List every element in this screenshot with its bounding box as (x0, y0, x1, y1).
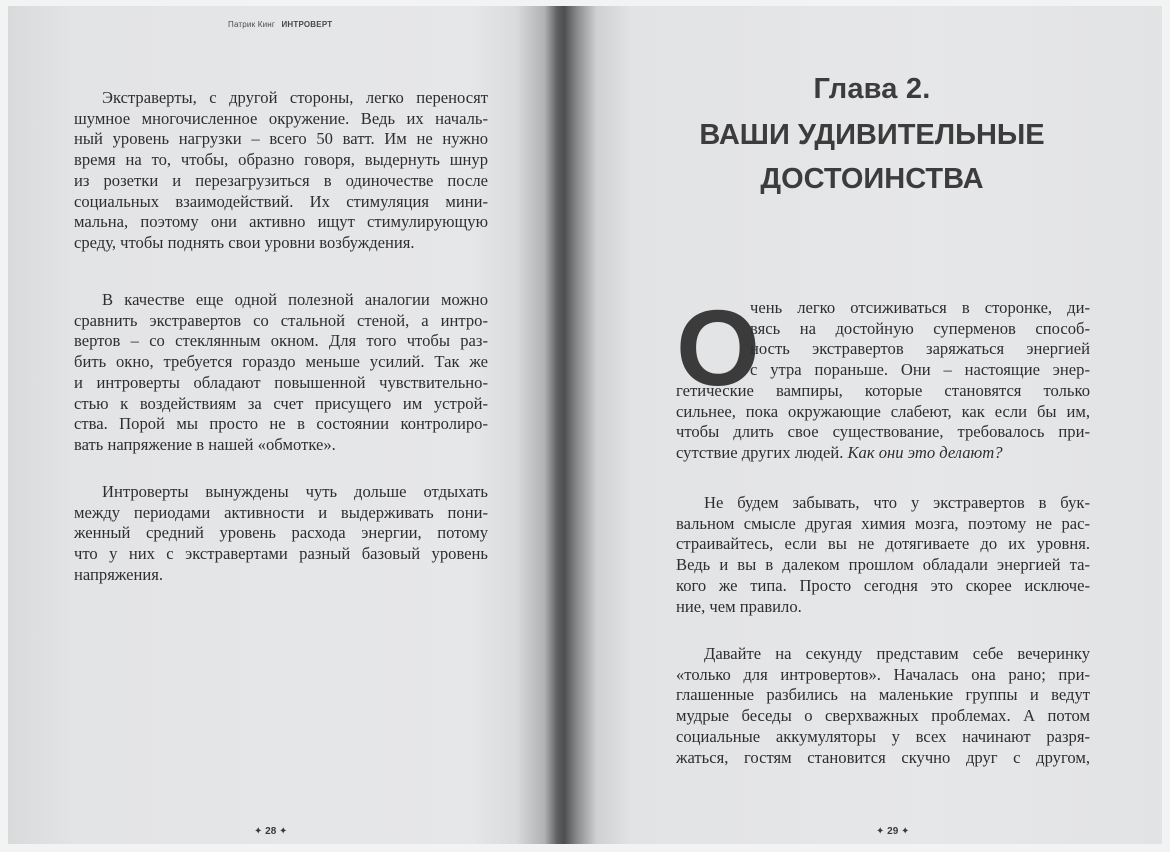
drop-cap: О (676, 287, 761, 408)
text-line: напряжения. (74, 564, 163, 584)
chapter-heading (662, 70, 1082, 201)
text-line: женный средний уровень расхода энергии, потому (74, 523, 488, 543)
text-line: ние, чем правило. (676, 596, 802, 616)
chapter-title-line-2: ДОСТОИНСТВА (760, 163, 984, 195)
text-line: вясь на достойную суперменов способ- (750, 318, 1090, 338)
text-line: сравнить экстравертов со стальной стеной, а интро- (74, 310, 488, 330)
text-line: мальна, поэтому они активно ищут стимулирующую (74, 212, 488, 232)
text-line: кого же типа. Просто сегодня это скорее исключе- (676, 575, 1090, 595)
text-line: вальном смысле другая химия мозга, поэтому не рас- (676, 513, 1090, 533)
text-line: ства. Порой мы просто не в состоянии контролиро- (74, 414, 488, 434)
text-line: из розетки и перезагрузиться в одиночестве после (74, 170, 488, 190)
running-head-author: Патрик Кинг (228, 20, 275, 29)
right-paragraph-1 (676, 298, 1090, 464)
text-line: «только для интровертов». Началась она рано; при- (676, 664, 1090, 684)
text-line: В качестве еще одной полезной аналогии можно (102, 290, 488, 309)
left-paragraph-3 (74, 482, 488, 586)
text-line: Экстраверты, с другой стороны, легко переносят (102, 88, 488, 107)
running-head (228, 20, 332, 29)
text-line: жаться, гостям становится скучно друг с другом, (676, 747, 1090, 767)
text-line: шумное многочисленное окружение. Ведь их началь- (74, 108, 488, 128)
text-line: сильнее, пока окружающие слабеют, как если бы им, (676, 401, 1090, 421)
text-line: с утра пораньше. Они – настоящие энер- (750, 360, 1090, 380)
text-line: время на то, чтобы, образно говоря, выдернуть шнур (74, 150, 488, 170)
text-line: бить окно, требуется гораздо меньше усилий. Так же (74, 352, 488, 372)
text-line: социальные аккумуляторы у всех начинают разря- (676, 726, 1090, 746)
running-head-title: ИНТРОВЕРТ (281, 20, 333, 29)
text-fragment: сутствие других людей. (676, 442, 844, 462)
text-line: между периодами активности и выдерживать пони- (74, 502, 488, 522)
right-paragraph-3 (676, 644, 1090, 768)
chapter-title-line-1: ВАШИ УДИВИТЕЛЬНЫЕ (699, 119, 1045, 151)
text-line: глашенные разбились на маленькие группы и ведут (676, 685, 1090, 705)
text-line: Не будем забывать, что у экстравертов в бук- (704, 493, 1090, 512)
page-number-left: ✦ 28 ✦ (254, 826, 288, 837)
text-line: и интроверты обладают повышенной чувствительно- (74, 372, 488, 392)
text-line: ность экстравертов заряжаться энергией (750, 339, 1090, 359)
text-line: страивайтесь, если вы не дотягиваете до их уровня. (676, 534, 1090, 554)
text-line: социальных взаимодействий. Их стимуляция мини- (74, 191, 488, 211)
text-line: вертов – со стеклянным окном. Для того чтобы раз- (74, 331, 488, 351)
text-line: Давайте на секунду представим себе вечеринку (704, 644, 1090, 663)
chapter-number: Глава 2. (813, 73, 931, 105)
text-line (676, 443, 1090, 464)
left-paragraph-2 (74, 290, 488, 456)
text-line: гетические вампиры, которые становятся только (676, 380, 1090, 400)
right-page (602, 6, 1162, 844)
left-page (8, 6, 548, 844)
text-line: что у них с экстравертами разный базовый уровень (74, 544, 488, 564)
right-paragraph-2 (676, 493, 1090, 617)
text-line: ный уровень нагрузки – всего 50 ватт. Им не нужно (74, 129, 488, 149)
text-line: Ведь и вы в далеком прошлом обладали энергией та- (676, 555, 1090, 575)
left-paragraph-1 (74, 88, 488, 254)
text-line: чтобы длить свое существование, требовалось при- (676, 422, 1090, 442)
text-line: среду, чтобы поднять свои уровни возбуждения. (74, 232, 415, 252)
text-line: стью к воздействиям за счет присущего им устрой- (74, 393, 488, 413)
text-line: вать напряжение в нашей «обмотке». (74, 434, 336, 454)
text-line: чень легко отсиживаться в сторонке, ди- (750, 298, 1090, 317)
text-line: мудрые беседы о сверхважных проблемах. А потом (676, 706, 1090, 726)
page-number-right: ✦ 29 ✦ (876, 826, 910, 837)
book-spread (8, 6, 1162, 844)
text-line: Интроверты вынуждены чуть дольше отдыхать (102, 482, 488, 501)
italic-question: Как они это делают? (847, 442, 1003, 462)
